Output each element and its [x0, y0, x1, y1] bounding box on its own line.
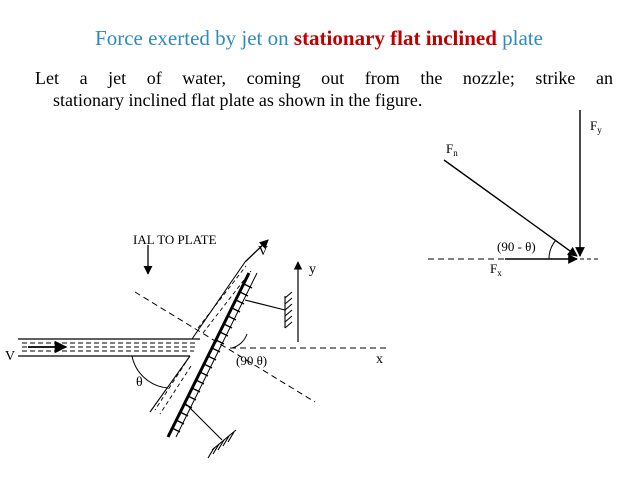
normal-to-plate-label: IAL TO PLATE [133, 232, 217, 247]
paragraph-line-2: stationary inclined flat plate as shown in the figure. [53, 90, 423, 110]
force-angle-label: (90 - θ) [497, 239, 536, 254]
theta-label: θ [136, 375, 143, 390]
title-text-end: plate [496, 26, 543, 50]
force-diagram [428, 110, 598, 259]
fn-label: $F_n$ [446, 141, 458, 158]
angle-label: (90 θ) [236, 353, 268, 368]
fx-label: $F_x$ [490, 261, 502, 278]
y-axis-label: y [309, 262, 316, 277]
title-text-start: Force exerted by jet on [95, 26, 294, 50]
plate-supports [185, 292, 292, 458]
velocity-label-top: V [258, 244, 269, 259]
velocity-label-left: V [5, 349, 16, 364]
water-jet [18, 339, 200, 356]
force-angle-arc [549, 240, 556, 259]
angle-arc [232, 334, 247, 348]
paragraph-line-1: Let a jet of water, coming out from the nozzle; strike an [35, 68, 613, 88]
fy-label: $F_y$ [590, 118, 602, 135]
x-axis-label: x [376, 352, 383, 367]
title-highlight: stationary flat inclined [293, 26, 497, 50]
